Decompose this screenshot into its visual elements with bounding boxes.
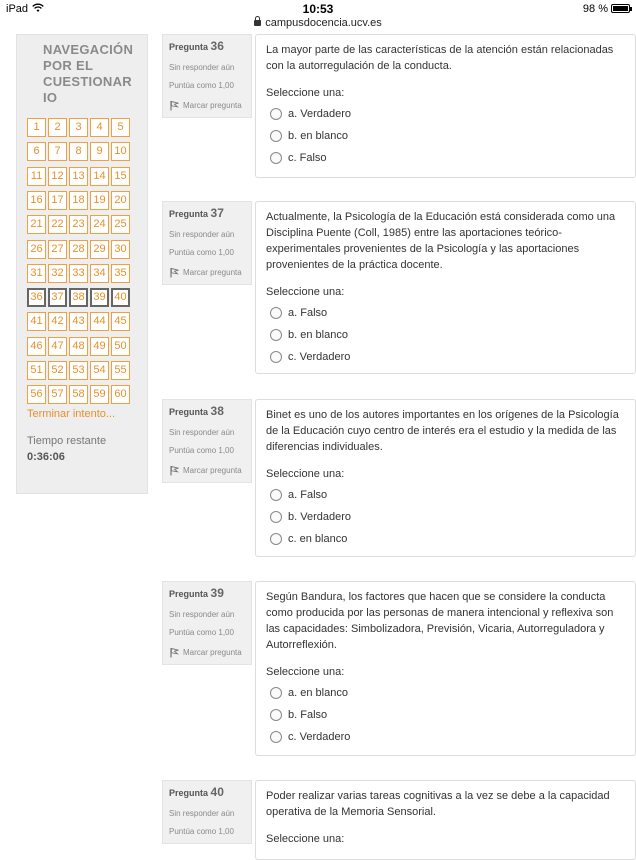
answer-prompt: Seleccione una:: [266, 468, 345, 480]
answer-option-label: a. Falso: [288, 488, 328, 501]
question-number-value: 36: [210, 39, 224, 53]
question-number: [169, 204, 245, 222]
clock: 10:53: [302, 2, 334, 16]
answer-option[interactable]: [266, 707, 625, 722]
question-nav-button-31[interactable]: 31: [27, 264, 46, 283]
radio-button[interactable]: [270, 533, 282, 545]
question-nav-button-45[interactable]: 45: [111, 312, 130, 331]
flag-question-toggle[interactable]: [169, 100, 245, 111]
question-content: [255, 780, 636, 860]
question-content: [255, 34, 636, 178]
question-nav-button-47[interactable]: 47: [48, 337, 67, 356]
answer-option-label: b. Falso: [288, 708, 328, 721]
question-number-value: 37: [210, 206, 224, 220]
quiz-navigation-title-line: CUESTIONAR: [43, 74, 132, 89]
radio-button[interactable]: [270, 108, 282, 120]
question-nav-button-19[interactable]: 19: [90, 191, 109, 210]
question-nav-button-51[interactable]: 51: [27, 361, 46, 380]
question-label: Pregunta: [169, 407, 211, 417]
question-text: Binet es uno de los autores importantes en los orígenes de la Psicología de la Educación cuyo centro de interés era el estudio y la medida de las diferencias individuales.: [266, 409, 619, 453]
question-nav-button-42[interactable]: 42: [48, 312, 67, 331]
question-nav-button-49[interactable]: 49: [90, 337, 109, 356]
answer-option-label: c. Verdadero: [288, 730, 351, 743]
radio-button[interactable]: [270, 307, 282, 319]
question-score: Puntúa como 1,00: [169, 827, 234, 836]
question-label: Pregunta: [169, 209, 211, 219]
answer-option[interactable]: [266, 531, 625, 546]
question-nav-button-44[interactable]: 44: [90, 312, 109, 331]
question-nav-button-4[interactable]: 4: [90, 118, 109, 137]
question-label: Pregunta: [169, 788, 211, 798]
answer-option-label: a. Verdadero: [288, 107, 351, 120]
question-nav-button-21[interactable]: 21: [27, 215, 46, 234]
question-nav-button-29[interactable]: 29: [90, 240, 109, 259]
question-nav-button-13[interactable]: 13: [69, 167, 88, 186]
answer-option-label: c. Falso: [288, 151, 327, 164]
question-text: Poder realizar varias tareas cognitivas a la vez se debe a la capacidad operativa de la Memoria Sensorial.: [266, 790, 610, 818]
radio-button[interactable]: [270, 351, 282, 363]
question-nav-button-38[interactable]: 38: [69, 288, 88, 307]
question-nav-button-32[interactable]: 32: [48, 264, 67, 283]
question-text: La mayor parte de las características de la atención están relacionadas con la autorregulación de la conducta.: [266, 44, 614, 72]
question-number: [169, 402, 245, 420]
answer-option[interactable]: [266, 305, 625, 320]
flag-question-label: Marcar pregunta: [183, 466, 242, 475]
question-nav-button-25[interactable]: 25: [111, 215, 130, 234]
answer-prompt: Seleccione una:: [266, 833, 345, 845]
question-number-value: 38: [210, 404, 224, 418]
radio-button[interactable]: [270, 130, 282, 142]
question-nav-button-3[interactable]: 3: [69, 118, 88, 137]
question-nav-button-54[interactable]: 54: [90, 361, 109, 380]
question-nav-button-16[interactable]: 16: [27, 191, 46, 210]
question-nav-button-20[interactable]: 20: [111, 191, 130, 210]
question-nav-button-8[interactable]: 8: [69, 142, 88, 161]
answer-option-label: a. Falso: [288, 306, 328, 319]
radio-button[interactable]: [270, 731, 282, 743]
question-nav-button-41[interactable]: 41: [27, 312, 46, 331]
flag-icon: [169, 267, 180, 278]
question-nav-button-22[interactable]: 22: [48, 215, 67, 234]
question-nav-button-28[interactable]: 28: [69, 240, 88, 259]
flag-question-toggle[interactable]: [169, 465, 245, 476]
answer-option[interactable]: [266, 128, 625, 143]
answer-option-label: b. en blanco: [288, 129, 348, 142]
question-nav-button-17[interactable]: 17: [48, 191, 67, 210]
question-number-value: 40: [210, 785, 224, 799]
question-nav-button-50[interactable]: 50: [111, 337, 130, 356]
flag-icon: [169, 100, 180, 111]
question-info: [162, 399, 252, 483]
finish-attempt-link[interactable]: Terminar intento...: [27, 408, 116, 420]
quiz-navigation-panel: [16, 34, 148, 494]
quiz-navigation-title-line: POR EL: [43, 58, 94, 73]
question-nav-button-11[interactable]: 11: [27, 167, 46, 186]
answer-prompt: Seleccione una:: [266, 286, 345, 298]
question-status: Sin responder aún: [169, 63, 235, 72]
question-score: Puntúa como 1,00: [169, 446, 234, 455]
flag-question-label: Marcar pregunta: [183, 268, 242, 277]
question-score: Puntúa como 1,00: [169, 248, 234, 257]
question-nav-button-46[interactable]: 46: [27, 337, 46, 356]
flag-icon: [169, 647, 180, 658]
time-remaining-value: 0:36:06: [27, 451, 65, 463]
question-nav-button-53[interactable]: 53: [69, 361, 88, 380]
quiz-navigation-title-line: IO: [43, 90, 58, 105]
question-nav-button-55[interactable]: 55: [111, 361, 130, 380]
answer-option-label: b. en blanco: [288, 328, 348, 341]
question-nav-button-10[interactable]: 10: [111, 142, 130, 161]
question-nav-button-57[interactable]: 57: [48, 385, 67, 404]
battery-icon: [611, 4, 630, 13]
answer-option[interactable]: [266, 487, 625, 502]
question-nav-button-2[interactable]: 2: [48, 118, 67, 137]
question-nav-button-9[interactable]: 9: [90, 142, 109, 161]
question-nav-button-23[interactable]: 23: [69, 215, 88, 234]
question-nav-button-6[interactable]: 6: [27, 142, 46, 161]
question-label: Pregunta: [169, 589, 211, 599]
question-nav-button-58[interactable]: 58: [69, 385, 88, 404]
question-nav-button-15[interactable]: 15: [111, 167, 130, 186]
question-nav-button-59[interactable]: 59: [90, 385, 109, 404]
radio-button[interactable]: [270, 709, 282, 721]
answer-option[interactable]: [266, 729, 625, 744]
question-score: Puntúa como 1,00: [169, 81, 234, 90]
question-nav-button-52[interactable]: 52: [48, 361, 67, 380]
flag-question-label: Marcar pregunta: [183, 101, 242, 110]
question-text: Según Bandura, los factores que hacen que se considere la conducta como producida por las personas de manera intencional y reflexiva son las capacidades: Simbolizadora, Previsión, Vicaria, Autorreguladora y Autorreflexión.: [266, 591, 614, 651]
question-status: Sin responder aún: [169, 230, 235, 239]
address-bar[interactable]: [0, 17, 636, 29]
question-nav-button-33[interactable]: 33: [69, 264, 88, 283]
question-nav-button-12[interactable]: 12: [48, 167, 67, 186]
question-nav-button-34[interactable]: 34: [90, 264, 109, 283]
question-nav-button-18[interactable]: 18: [69, 191, 88, 210]
battery-fill: [613, 6, 628, 11]
flag-question-toggle[interactable]: [169, 647, 245, 658]
radio-button[interactable]: [270, 511, 282, 523]
quiz-navigation-title: [43, 42, 143, 106]
question-content: [255, 399, 636, 557]
answer-option[interactable]: [266, 150, 625, 165]
question-number: [169, 37, 245, 55]
question-label: Pregunta: [169, 42, 211, 52]
flag-question-toggle[interactable]: [169, 267, 245, 278]
flag-icon: [169, 465, 180, 476]
question-nav-button-40[interactable]: 40: [111, 288, 130, 307]
question-status: Sin responder aún: [169, 428, 235, 437]
question-nav-button-1[interactable]: 1: [27, 118, 46, 137]
answer-option-label: c. Verdadero: [288, 350, 351, 363]
question-info: [162, 581, 252, 665]
answer-option[interactable]: [266, 106, 625, 121]
answer-option[interactable]: [266, 685, 625, 700]
time-remaining-label: Tiempo restante: [27, 435, 107, 447]
question-nav-button-14[interactable]: 14: [90, 167, 109, 186]
question-status: Sin responder aún: [169, 809, 235, 818]
answer-prompt: Seleccione una:: [266, 87, 345, 99]
battery-percent: 98 %: [582, 3, 608, 15]
url-text: campusdocencia.ucv.es: [265, 17, 382, 29]
answer-option[interactable]: [266, 349, 625, 364]
question-nav-button-56[interactable]: 56: [27, 385, 46, 404]
question-nav-button-48[interactable]: 48: [69, 337, 88, 356]
question-number: [169, 584, 245, 602]
question-nav-button-43[interactable]: 43: [69, 312, 88, 331]
question-status: Sin responder aún: [169, 610, 235, 619]
question-nav-button-60[interactable]: 60: [111, 385, 130, 404]
status-bar: [0, 0, 636, 34]
answer-option-label: b. Verdadero: [288, 510, 351, 523]
radio-button[interactable]: [270, 489, 282, 501]
question-info: [162, 34, 252, 118]
lock-icon: [254, 20, 261, 26]
radio-button[interactable]: [270, 687, 282, 699]
question-number-value: 39: [210, 586, 224, 600]
question-info: [162, 201, 252, 285]
question-nav-button-5[interactable]: 5: [111, 118, 130, 137]
answer-option[interactable]: [266, 327, 625, 342]
question-nav-button-24[interactable]: 24: [90, 215, 109, 234]
answer-prompt: Seleccione una:: [266, 666, 345, 678]
answer-option-label: a. en blanco: [288, 686, 348, 699]
question-content: [255, 201, 636, 374]
question-nav-button-36[interactable]: 36: [27, 288, 46, 307]
question-nav-button-27[interactable]: 27: [48, 240, 67, 259]
device-label: iPad: [6, 3, 29, 15]
quiz-navigation-title-line: NAVEGACIÓN: [43, 42, 134, 57]
question-score: Puntúa como 1,00: [169, 628, 234, 637]
question-nav-button-26[interactable]: 26: [27, 240, 46, 259]
answer-option-label: c. en blanco: [288, 532, 348, 545]
question-nav-button-30[interactable]: 30: [111, 240, 130, 259]
radio-button[interactable]: [270, 152, 282, 164]
question-nav-button-37[interactable]: 37: [48, 288, 67, 307]
radio-button[interactable]: [270, 329, 282, 341]
question-number: [169, 783, 245, 801]
question-nav-button-7[interactable]: 7: [48, 142, 67, 161]
flag-question-label: Marcar pregunta: [183, 648, 242, 657]
question-text: Actualmente, la Psicología de la Educación está considerada como una Disciplina Puente (Coll, 1985) entre las aportaciones teórico-experimentales provenientes de la Psicología y las aportaciones provenientes de la práctica docente.: [266, 211, 616, 271]
answer-option[interactable]: [266, 509, 625, 524]
question-nav-button-35[interactable]: 35: [111, 264, 130, 283]
question-info: [162, 780, 252, 844]
question-nav-button-39[interactable]: 39: [90, 288, 109, 307]
question-content: [255, 581, 636, 756]
